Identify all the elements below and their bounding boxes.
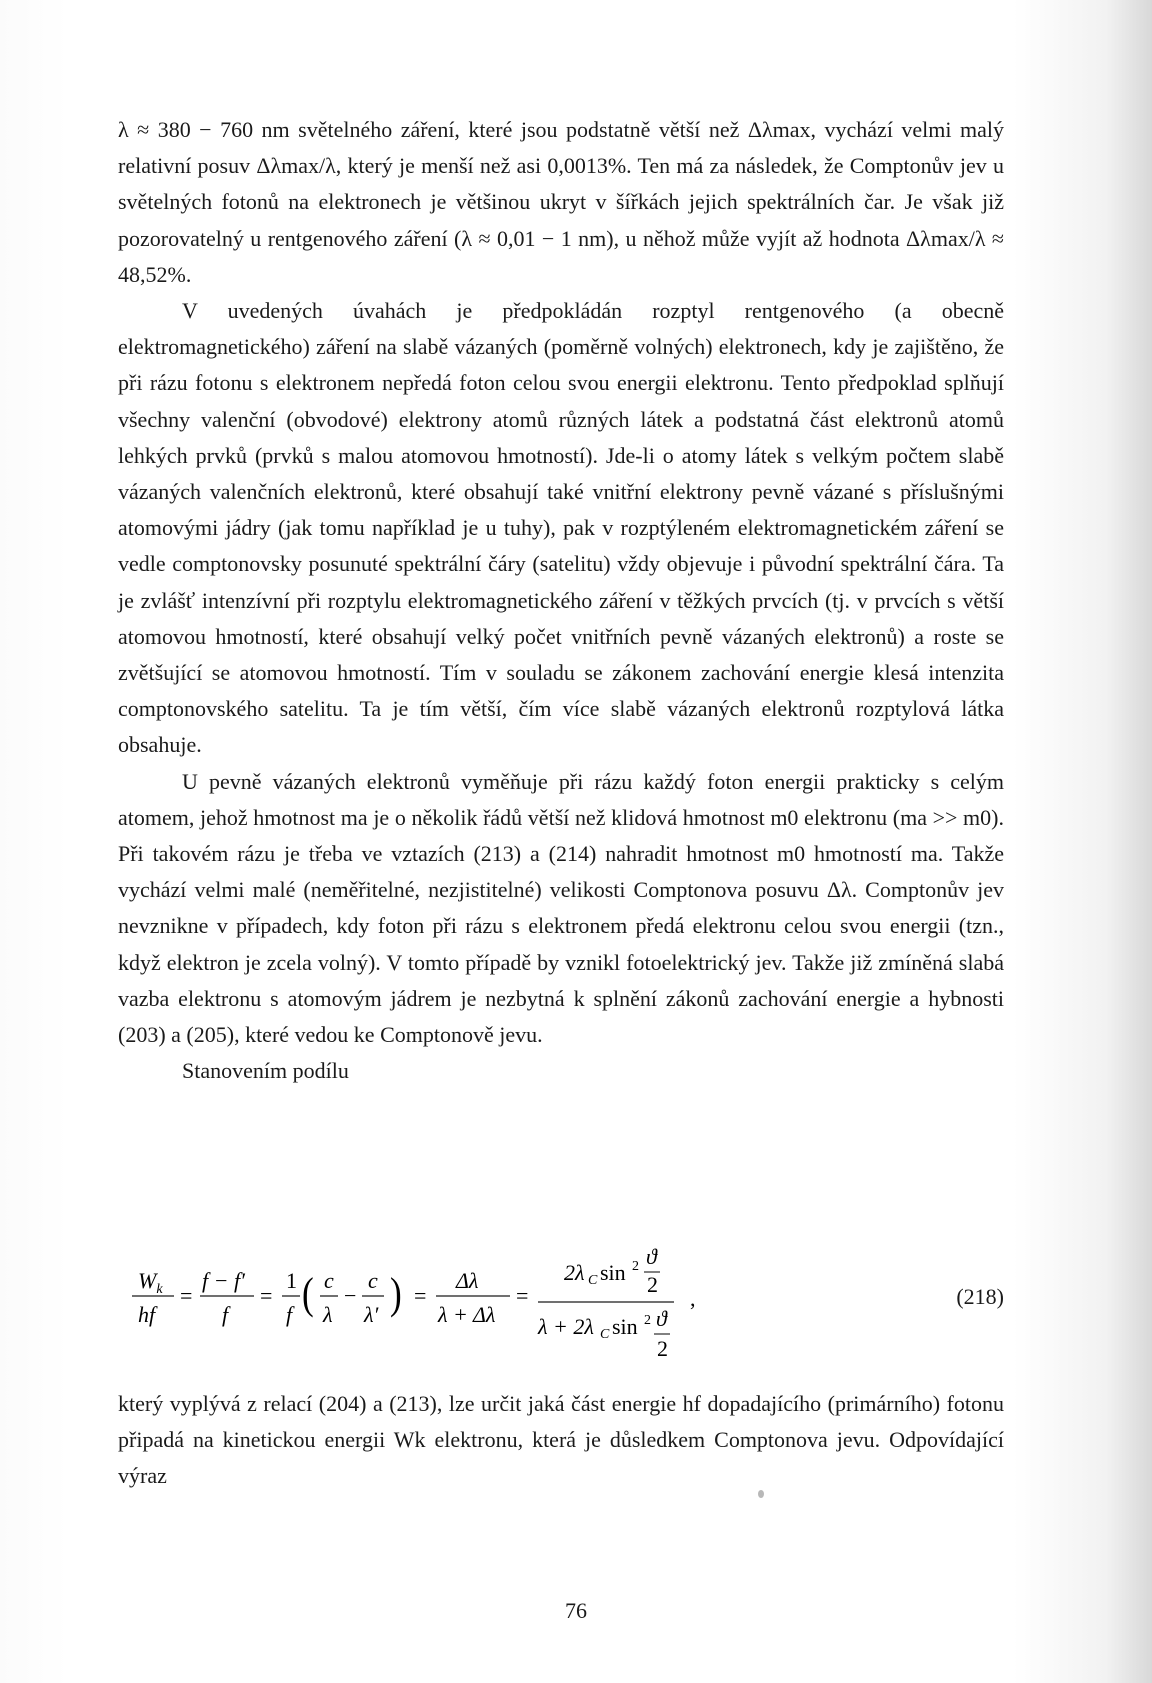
eq-t2-num: f − f′ (202, 1268, 245, 1293)
paragraph-2: V uvedených úvahách je předpokládán rozptyl rentgenového (a obecně elektromagnetického) záření na slabě vázaných (poměrně volných) elektronech, kdy je zajištěno, že při rázu fotonu s elektronem nepředá foton celou svou energii elektronu. Tento předpoklad splňují všechny valenční (obvodové) elektrony atomů různých látek a podstatná část elektronů atomů lehkých prvků (prvků s malou atomovou hmotností). Jde-li o atomy látek s velkým počtem slabě vázaných valenčních elektronů, které obsahují také vnitřní elektrony pevně vázané s příslušnými atomovými jádry (jak tomu například je u tuhy), pak v rozptýleném elektromagnetickém záření se vedle comptonovsky posunuté spektrální čáry (satelitu) vždy objevuje i původní spektrální čára. Ta je zvlášť intenzívní při rozptylu elektromagnetického záření v těžkých prvcích (tj. v prvcích s větší atomovou hmotností, které obsahují velký počet vnitřních pevně vázaných elektronů) a roste se zvětšující se atomovou hmotností. Tím v souladu se zákonem zachování energie klesá intenzita comptonovského satelitu. Ta je tím větší, čím více slabě vázaných elektronů rozptylová látka obsahuje. (118, 298, 1004, 758)
svg-text:2λ: 2λ (564, 1260, 585, 1285)
svg-text:2: 2 (647, 1272, 658, 1297)
svg-text:sin: sin (600, 1260, 626, 1285)
svg-text:λ′: λ′ (364, 1302, 379, 1327)
eq-t4-den: λ + Δλ (438, 1302, 496, 1327)
svg-text:c: c (368, 1268, 378, 1293)
svg-text:2: 2 (632, 1259, 639, 1274)
svg-text:λ: λ (323, 1302, 333, 1327)
equation-number: (218) (956, 1284, 1004, 1309)
svg-text:c: c (324, 1268, 334, 1293)
equation-218 (118, 1232, 728, 1362)
post-equation-text (118, 1386, 1004, 1495)
scan-speck (758, 1490, 764, 1498)
svg-text:,: , (690, 1286, 696, 1311)
paragraph-3: U pevně vázaných elektronů vyměňuje při rázu každý foton energii prakticky s celým atomem, jehož hmotnost ma je o několik řádů větší než klidová hmotnost m0 elektronu (ma >> m0). Při takovém rázu je třeba ve vztazích (213) a (214) nahradit hmotnost m0 hmotností ma. Takže vychází velmi malé (neměřitelné, nezjistitelné) velikosti Comptonova posuvu Δλ. Comptonův jev nevznikne v případech, kdy foton při rázu s elektronem předá elektronu celou svou energii (tzn., když elektron je zcela volný). V tomto případě by vznikl fotoelektrický jev. Takže již zmíněná slabá vazba elektronu s atomovým jádrem je nezbytná k splnění zákonů zachování energie a hybnosti (203) a (205), které vedou ke Comptonově jevu. (118, 768, 1004, 1048)
paragraph-5: který vyplývá z relací (204) a (213), lze určit jaká část energie hf dopadajícího (primárního) fotonu připadá na kinetickou energii Wk elektronu, která je důsledkem Comptonova jevu. Odpovídající výraz (118, 1391, 1004, 1489)
svg-text:ϑ: ϑ (646, 1244, 657, 1269)
svg-text:): ) (390, 1268, 402, 1318)
svg-text:(: ( (302, 1268, 314, 1318)
paragraph-1: λ ≈ 380 − 760 nm světelného záření, které jsou podstatně větší než Δλmax, vychází velmi malý relativní posuv Δλmax/λ, který je menší než asi 0,0013%. Ten má za následek, že Comptonův jev u světelných fotonů na elektronech je většinou ukryt v šířkách jejich spektrálních čar. Je však již pozorovatelný u rentgenového záření (λ ≈ 0,01 − 1 nm), u něhož může vyjít až hodnota Δλmax/λ ≈ 48,52%. (118, 117, 1004, 287)
svg-text:=: = (516, 1283, 529, 1308)
svg-text:2: 2 (644, 1313, 651, 1328)
svg-text:=: = (414, 1283, 427, 1308)
eq-t4-num: Δλ (456, 1268, 479, 1293)
svg-text:=: = (260, 1283, 273, 1308)
svg-text:=: = (180, 1283, 193, 1308)
svg-text:f: f (286, 1302, 293, 1327)
svg-text:ϑ: ϑ (656, 1306, 667, 1331)
eq-t2-den: f (222, 1302, 229, 1327)
svg-text:C: C (588, 1273, 598, 1288)
svg-text:λ + 2λ: λ + 2λ (538, 1314, 594, 1339)
eq-lhs-num: $W_k$ (138, 1268, 163, 1297)
eq-lhs-den: hf (138, 1302, 156, 1327)
svg-text:1: 1 (286, 1268, 297, 1293)
paragraph-4: Stanovením podílu (182, 1058, 349, 1084)
svg-text:C: C (600, 1327, 610, 1342)
svg-text:−: − (344, 1283, 357, 1308)
svg-text:2: 2 (657, 1336, 668, 1361)
svg-text:sin: sin (612, 1314, 638, 1339)
page-number: 76 (565, 1598, 587, 1623)
equation-block (118, 1232, 1004, 1362)
body-text (118, 112, 1004, 1089)
